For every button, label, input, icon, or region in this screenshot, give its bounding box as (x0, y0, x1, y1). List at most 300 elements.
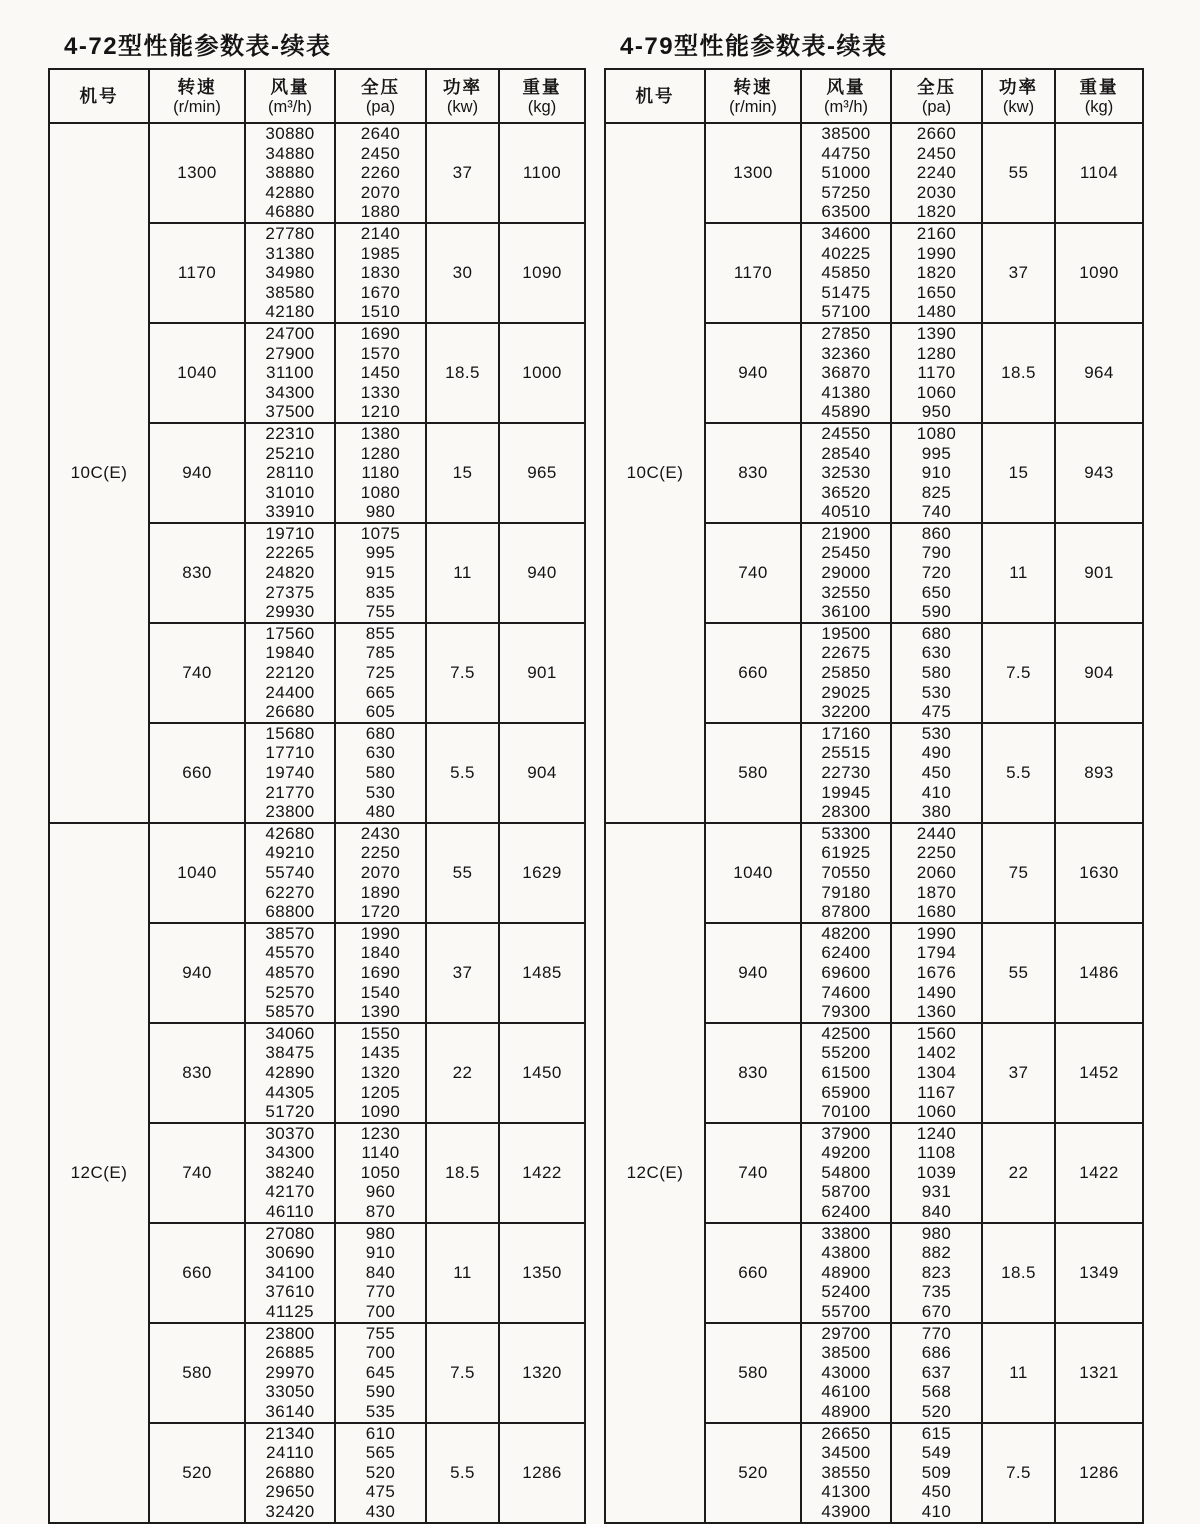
pressure-value: 910 (921, 463, 952, 483)
pressure-value: 530 (921, 682, 952, 702)
pressure-value: 580 (921, 663, 952, 683)
column-header-label: 机号 (635, 86, 675, 106)
column-header-unit: (kg) (527, 97, 557, 116)
pressure-value: 686 (921, 1343, 952, 1363)
pressure-value: 1720 (360, 902, 401, 922)
pressure-value: 960 (365, 1182, 396, 1202)
pressure-value: 1390 (360, 1002, 401, 1022)
pressure-value: 1560 (916, 1023, 957, 1043)
pressure-value: 882 (921, 1243, 952, 1263)
speed-cell: 740 (149, 623, 245, 723)
column-header-unit: (m³/h) (824, 97, 868, 116)
flow-value: 34060 (265, 1023, 315, 1043)
flow-value: 24400 (265, 682, 315, 702)
model-cell: 10C(E) (605, 123, 705, 823)
flow-value: 31380 (265, 243, 315, 263)
power-cell: 37 (982, 1023, 1055, 1123)
flow-cell (801, 923, 891, 1023)
flow-value: 26880 (265, 1462, 315, 1482)
speed-cell: 830 (705, 423, 801, 523)
flow-value: 29700 (821, 1323, 871, 1343)
flow-value: 19945 (821, 782, 871, 802)
pressure-cell (335, 1423, 426, 1523)
column-header-label: 转速 (733, 76, 773, 97)
pressure-value: 1794 (916, 943, 957, 963)
flow-cell (801, 623, 891, 723)
flow-value: 21770 (265, 782, 315, 802)
pressure-value: 2060 (916, 862, 957, 882)
column-header-label: 全压 (361, 76, 400, 97)
pressure-value: 1050 (360, 1162, 401, 1182)
power-cell: 22 (426, 1023, 499, 1123)
speed-cell: 580 (149, 1323, 245, 1423)
pressure-cell (891, 1423, 982, 1523)
pressure-value: 840 (921, 1202, 952, 1222)
pressure-value: 915 (365, 563, 396, 583)
pressure-value: 590 (365, 1382, 396, 1402)
flow-value: 42170 (265, 1182, 315, 1202)
pressure-value: 680 (365, 723, 396, 743)
flow-cell (245, 823, 335, 923)
pressure-value: 450 (921, 1482, 952, 1502)
flow-value: 52570 (265, 982, 315, 1002)
pressure-value: 1060 (916, 382, 957, 402)
speed-cell: 940 (149, 923, 245, 1023)
speed-cell: 940 (149, 423, 245, 523)
flow-cell (245, 1223, 335, 1323)
pressure-value: 725 (365, 663, 396, 683)
pressure-value: 630 (921, 643, 952, 663)
flow-value: 28110 (265, 463, 314, 483)
weight-cell: 904 (1055, 623, 1143, 723)
pressure-value: 1990 (360, 923, 401, 943)
speed-cell: 660 (705, 1223, 801, 1323)
flow-value: 70550 (821, 862, 871, 882)
speed-cell: 1170 (705, 223, 801, 323)
pressure-value: 1380 (360, 423, 401, 443)
weight-cell: 965 (499, 423, 585, 523)
pressure-cell (891, 1123, 982, 1223)
pressure-value: 520 (365, 1462, 396, 1482)
flow-value: 46110 (265, 1202, 314, 1222)
power-cell: 18.5 (982, 323, 1055, 423)
flow-value: 17710 (265, 743, 315, 763)
pressure-value: 615 (921, 1423, 952, 1443)
flow-value: 31010 (265, 482, 315, 502)
header-row (605, 69, 1143, 123)
flow-cell (801, 1123, 891, 1223)
column-header-unit: (r/min) (729, 97, 777, 116)
weight-cell: 1450 (499, 1023, 585, 1123)
pressure-cell (891, 823, 982, 923)
pressure-value: 700 (365, 1343, 396, 1363)
pressure-value: 2160 (916, 223, 957, 243)
flow-value: 38580 (265, 282, 315, 302)
flow-cell (801, 323, 891, 423)
flow-cell (245, 523, 335, 623)
flow-value: 38570 (265, 923, 315, 943)
flow-value: 38880 (265, 163, 315, 183)
weight-cell: 1485 (499, 923, 585, 1023)
speed-cell: 520 (149, 1423, 245, 1523)
pressure-value: 995 (921, 443, 952, 463)
pressure-value: 1670 (360, 282, 401, 302)
pressure-value: 835 (365, 582, 396, 602)
flow-cell (245, 123, 335, 223)
pressure-cell (891, 123, 982, 223)
speed-cell: 940 (705, 923, 801, 1023)
pressure-value: 590 (921, 602, 952, 622)
pressure-cell (335, 1123, 426, 1223)
pressure-value: 2260 (360, 163, 401, 183)
power-cell: 7.5 (426, 623, 499, 723)
table-title-4-72: 4-72型性能参数表-续表 (64, 33, 332, 60)
flow-value: 57250 (821, 182, 871, 202)
flow-value: 33050 (265, 1382, 315, 1402)
flow-value: 28540 (821, 443, 871, 463)
pressure-value: 530 (921, 723, 952, 743)
pressure-value: 1330 (360, 382, 401, 402)
weight-cell: 1000 (499, 323, 585, 423)
column-header (426, 69, 499, 123)
speed-cell: 660 (149, 1223, 245, 1323)
pressure-value: 980 (365, 1223, 396, 1243)
weight-cell: 943 (1055, 423, 1143, 523)
flow-cell (245, 923, 335, 1023)
flow-cell (801, 423, 891, 523)
weight-cell: 1286 (1055, 1423, 1143, 1523)
pressure-value: 1990 (916, 923, 957, 943)
power-cell: 18.5 (426, 1123, 499, 1223)
table-section-4-79 (604, 26, 1142, 1524)
power-cell: 55 (426, 823, 499, 923)
pressure-value: 1230 (360, 1123, 401, 1143)
flow-value: 69600 (821, 962, 871, 982)
pressure-cell (335, 723, 426, 823)
flow-cell (801, 1023, 891, 1123)
flow-value: 27900 (265, 343, 315, 363)
flow-value: 34880 (265, 143, 315, 163)
pressure-value: 1985 (360, 243, 401, 263)
speed-cell: 740 (705, 523, 801, 623)
weight-cell: 901 (499, 623, 585, 723)
pressure-value: 1075 (360, 523, 401, 543)
pressure-value: 2240 (916, 163, 957, 183)
column-header-unit: (r/min) (173, 97, 221, 116)
flow-cell (245, 223, 335, 323)
flow-value: 19710 (265, 523, 315, 543)
column-header (705, 69, 801, 123)
speed-cell: 520 (705, 1423, 801, 1523)
pressure-value: 2440 (916, 823, 957, 843)
pressure-value: 840 (365, 1262, 396, 1282)
flow-value: 17160 (821, 723, 871, 743)
flow-value: 37610 (265, 1282, 315, 1302)
pressure-value: 980 (921, 1223, 952, 1243)
flow-cell (245, 1423, 335, 1523)
pressure-value: 535 (365, 1402, 396, 1421)
column-header-label: 全压 (917, 76, 956, 97)
flow-value: 29970 (265, 1362, 315, 1382)
weight-cell: 940 (499, 523, 585, 623)
flow-value: 41125 (265, 1302, 314, 1322)
power-cell: 11 (426, 1223, 499, 1323)
flow-value: 58700 (821, 1182, 871, 1202)
flow-value: 29650 (265, 1482, 315, 1502)
pressure-value: 450 (921, 763, 952, 782)
pressure-value: 630 (365, 743, 396, 763)
pressure-value: 1870 (916, 882, 957, 902)
flow-cell (245, 1323, 335, 1423)
flow-value: 36870 (821, 363, 871, 383)
power-cell: 11 (982, 523, 1055, 623)
pressure-cell (891, 523, 982, 623)
flow-value: 27850 (821, 323, 871, 343)
pressure-value: 790 (921, 543, 952, 563)
flow-value: 46880 (265, 202, 315, 222)
flow-value: 58570 (265, 1002, 315, 1022)
flow-value: 26885 (265, 1343, 315, 1363)
speed-cell: 660 (705, 623, 801, 723)
pressure-value: 1060 (916, 1102, 957, 1122)
flow-value: 55740 (265, 862, 315, 882)
pressure-value: 565 (365, 1443, 396, 1463)
speed-cell: 1300 (149, 123, 245, 223)
column-header-unit: (pa) (921, 97, 952, 116)
flow-value: 23800 (265, 802, 315, 822)
flow-value: 33910 (265, 502, 315, 522)
pressure-value: 823 (921, 1262, 952, 1282)
flow-value: 63500 (821, 202, 871, 222)
pressure-value: 1820 (916, 202, 957, 222)
flow-value: 38240 (265, 1162, 315, 1182)
column-header (801, 69, 891, 123)
flow-cell (245, 723, 335, 823)
pressure-value: 605 (365, 702, 396, 722)
speed-cell: 580 (705, 723, 801, 823)
pressure-value: 1180 (361, 463, 400, 483)
flow-value: 32200 (821, 702, 871, 722)
pressure-value: 1170 (917, 363, 956, 383)
flow-value: 61500 (821, 1062, 871, 1082)
flow-value: 44305 (265, 1082, 315, 1102)
pressure-value: 1880 (360, 202, 401, 222)
pressure-value: 380 (921, 802, 952, 822)
column-header (499, 69, 585, 123)
flow-value: 42680 (265, 823, 315, 843)
flow-value: 43900 (821, 1501, 871, 1521)
flow-value: 42880 (265, 182, 315, 202)
flow-value: 49210 (265, 843, 315, 863)
flow-value: 27375 (265, 582, 315, 602)
speed-cell: 940 (705, 323, 801, 423)
pressure-value: 825 (921, 482, 952, 502)
pressure-value: 2250 (360, 843, 401, 863)
flow-cell (245, 1123, 335, 1223)
flow-value: 37500 (265, 402, 315, 422)
flow-value: 34600 (821, 223, 871, 243)
pressure-value: 1570 (360, 343, 401, 363)
weight-cell: 1629 (499, 823, 585, 923)
pressure-value: 770 (921, 1323, 952, 1343)
flow-value: 28300 (821, 802, 871, 822)
power-cell: 5.5 (982, 723, 1055, 823)
pressure-value: 2450 (916, 143, 957, 163)
power-cell: 75 (982, 823, 1055, 923)
flow-value: 15680 (265, 723, 315, 743)
pressure-value: 1402 (916, 1043, 957, 1063)
flow-cell (801, 223, 891, 323)
flow-value: 70100 (821, 1102, 871, 1122)
pressure-value: 2250 (916, 843, 957, 863)
pressure-cell (335, 1223, 426, 1323)
pressure-cell (891, 1323, 982, 1423)
column-header-label: 功率 (999, 76, 1038, 97)
pressure-value: 1450 (360, 363, 401, 383)
pressure-value: 2640 (360, 124, 401, 143)
weight-cell: 1321 (1055, 1323, 1143, 1423)
flow-value: 43800 (821, 1243, 871, 1263)
weight-cell: 1422 (1055, 1123, 1143, 1223)
flow-value: 34300 (265, 1143, 315, 1163)
flow-value: 22730 (821, 763, 871, 782)
pressure-value: 410 (921, 1501, 952, 1521)
flow-value: 38500 (821, 1343, 871, 1363)
weight-cell: 1486 (1055, 923, 1143, 1023)
flow-value: 79300 (821, 1002, 871, 1022)
column-header-label: 重量 (522, 76, 562, 97)
flow-value: 32550 (821, 582, 871, 602)
pressure-value: 1090 (360, 1102, 401, 1122)
flow-value: 36140 (265, 1402, 315, 1421)
flow-value: 29930 (265, 602, 315, 622)
flow-value: 51000 (821, 163, 871, 183)
flow-value: 87800 (821, 902, 871, 922)
power-cell: 11 (982, 1323, 1055, 1423)
flow-value: 42500 (821, 1023, 871, 1043)
power-cell: 7.5 (426, 1323, 499, 1423)
pressure-value: 755 (365, 602, 396, 622)
flow-value: 30880 (265, 124, 315, 143)
flow-value: 19500 (821, 623, 871, 643)
pressure-value: 931 (921, 1182, 952, 1202)
pressure-value: 1140 (361, 1143, 400, 1163)
flow-value: 32420 (265, 1501, 315, 1521)
pressure-cell (335, 223, 426, 323)
power-cell: 37 (982, 223, 1055, 323)
power-cell: 5.5 (426, 723, 499, 823)
flow-value: 68800 (265, 902, 315, 922)
pressure-value: 1240 (916, 1123, 957, 1143)
pressure-cell (335, 323, 426, 423)
pressure-value: 1167 (917, 1082, 956, 1102)
pressure-value: 2450 (360, 143, 401, 163)
pressure-value: 980 (365, 502, 396, 522)
pressure-value: 610 (365, 1423, 396, 1443)
column-header-label: 风量 (270, 76, 310, 97)
flow-value: 34980 (265, 263, 315, 283)
column-header-label: 转速 (177, 76, 217, 97)
pressure-value: 1320 (360, 1062, 401, 1082)
speed-cell: 580 (705, 1323, 801, 1423)
flow-value: 36100 (821, 602, 871, 622)
pressure-value: 1080 (916, 423, 957, 443)
pressure-value: 1039 (916, 1162, 957, 1182)
pressure-cell (335, 623, 426, 723)
weight-cell: 1350 (499, 1223, 585, 1323)
weight-cell: 1090 (499, 223, 585, 323)
flow-value: 52400 (821, 1282, 871, 1302)
flow-value: 38550 (821, 1462, 871, 1482)
flow-value: 27080 (265, 1223, 315, 1243)
column-header (335, 69, 426, 123)
flow-value: 41300 (821, 1482, 871, 1502)
pressure-value: 645 (365, 1362, 396, 1382)
performance-table-4-72 (48, 68, 586, 1524)
pressure-value: 2070 (360, 182, 401, 202)
pressure-cell (335, 823, 426, 923)
power-cell: 37 (426, 123, 499, 223)
pressure-value: 2070 (360, 862, 401, 882)
pressure-value: 430 (365, 1501, 396, 1521)
flow-value: 40510 (821, 502, 871, 522)
weight-cell: 1090 (1055, 223, 1143, 323)
flow-value: 53300 (821, 823, 871, 843)
weight-cell: 904 (499, 723, 585, 823)
pressure-value: 1390 (916, 323, 957, 343)
pressure-value: 1080 (360, 482, 401, 502)
pressure-value: 670 (921, 1302, 952, 1322)
column-header-unit: (kw) (1002, 97, 1035, 116)
flow-cell (801, 823, 891, 923)
weight-cell: 1104 (1055, 123, 1143, 223)
pressure-value: 530 (365, 782, 396, 802)
pressure-cell (335, 923, 426, 1023)
pressure-value: 1205 (360, 1082, 401, 1102)
flow-value: 54800 (821, 1162, 871, 1182)
pressure-value: 490 (921, 743, 952, 763)
flow-value: 51720 (265, 1102, 315, 1122)
power-cell: 15 (426, 423, 499, 523)
pressure-value: 2430 (360, 823, 401, 843)
flow-value: 17560 (265, 623, 315, 643)
flow-value: 22310 (265, 423, 315, 443)
pressure-value: 720 (921, 563, 952, 583)
flow-value: 62270 (265, 882, 315, 902)
flow-value: 21340 (265, 1423, 315, 1443)
pressure-value: 475 (365, 1482, 396, 1502)
flow-value: 26650 (821, 1423, 871, 1443)
pressure-value: 1360 (916, 1002, 957, 1022)
weight-cell: 1286 (499, 1423, 585, 1523)
model-cell: 12C(E) (605, 823, 705, 1523)
pressure-value: 680 (921, 623, 952, 643)
pressure-value: 870 (365, 1202, 396, 1222)
column-header-unit: (pa) (365, 97, 396, 116)
flow-value: 36520 (821, 482, 871, 502)
column-header (605, 69, 705, 123)
speed-cell: 1170 (149, 223, 245, 323)
flow-cell (245, 423, 335, 523)
weight-cell: 893 (1055, 723, 1143, 823)
model-cell: 12C(E) (49, 823, 149, 1523)
pressure-value: 1890 (360, 882, 401, 902)
flow-value: 42890 (265, 1062, 315, 1082)
flow-value: 24820 (265, 563, 315, 583)
pressure-value: 995 (365, 543, 396, 563)
flow-cell (801, 1223, 891, 1323)
pressure-cell (891, 1223, 982, 1323)
